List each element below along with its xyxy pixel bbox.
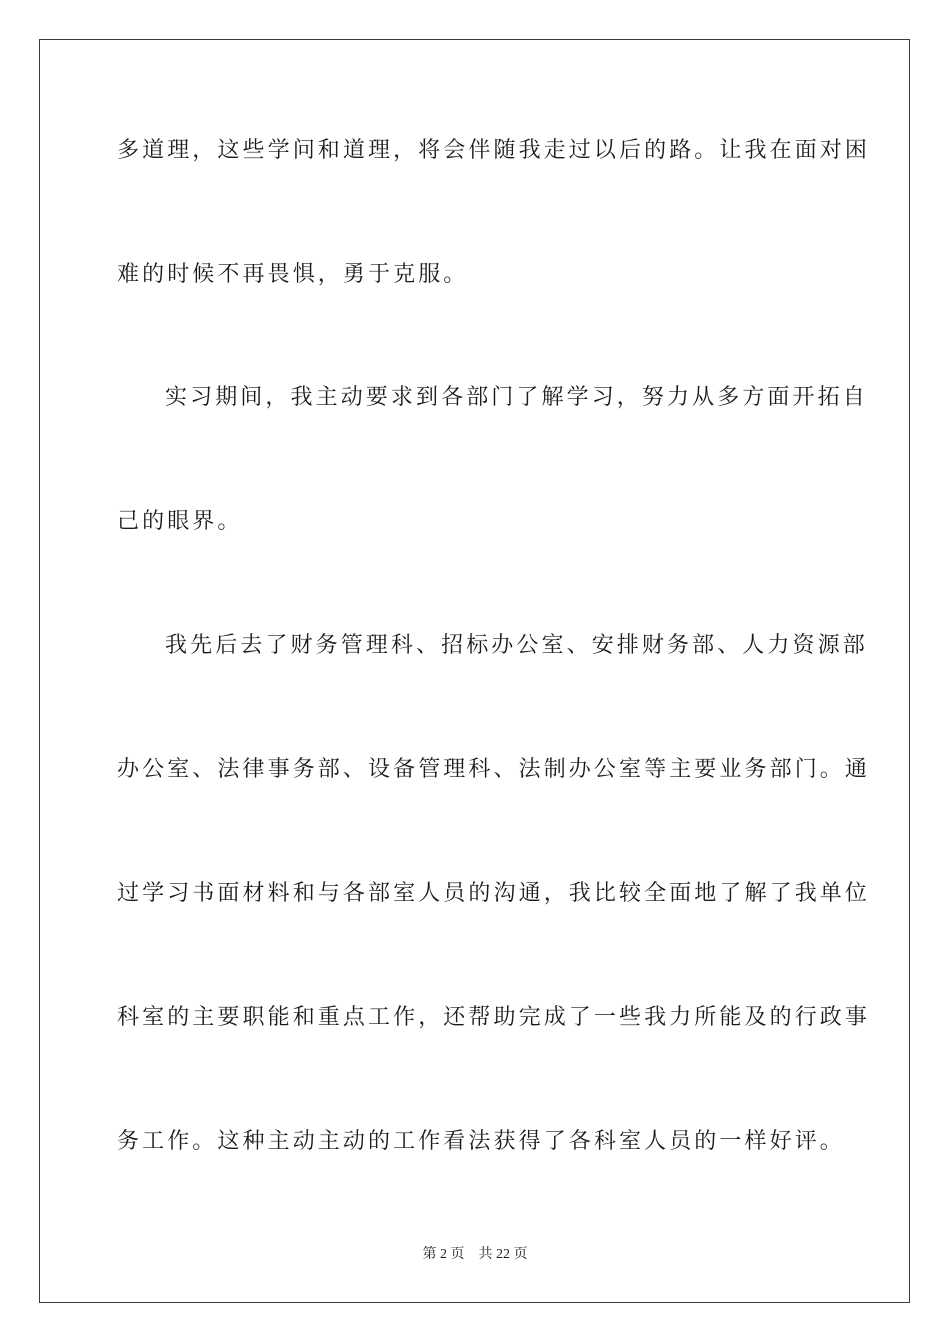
paragraph-line-2: 难的时候不再畏惧，勇于克服。: [117, 262, 469, 287]
page-number: 第 2 页 共 22 页: [422, 1247, 528, 1262]
page-border: [39, 39, 910, 1303]
paragraph-line-3: 实习期间，我主动要求到各部门了解学习，努力从多方面开拓自: [165, 385, 868, 410]
paragraph-line-5: 我先后去了财务管理科、招标办公室、安排财务部、人力资源部: [165, 633, 868, 658]
paragraph-line-7: 过学习书面材料和与各部室人员的沟通，我比较全面地了解了我单位: [117, 881, 871, 906]
paragraph-line-8: 科室的主要职能和重点工作，还帮助完成了一些我力所能及的行政事: [117, 1005, 871, 1030]
paragraph-line-6: 办公室、法律事务部、设备管理科、法制办公室等主要业务部门。通: [117, 757, 871, 782]
paragraph-line-4: 己的眼界。: [117, 509, 243, 534]
paragraph-line-1: 多道理，这些学问和道理，将会伴随我走过以后的路。让我在面对困: [117, 138, 871, 163]
paragraph-line-9: 务工作。这种主动主动的工作看法获得了各科室人员的一样好评。: [117, 1129, 845, 1154]
